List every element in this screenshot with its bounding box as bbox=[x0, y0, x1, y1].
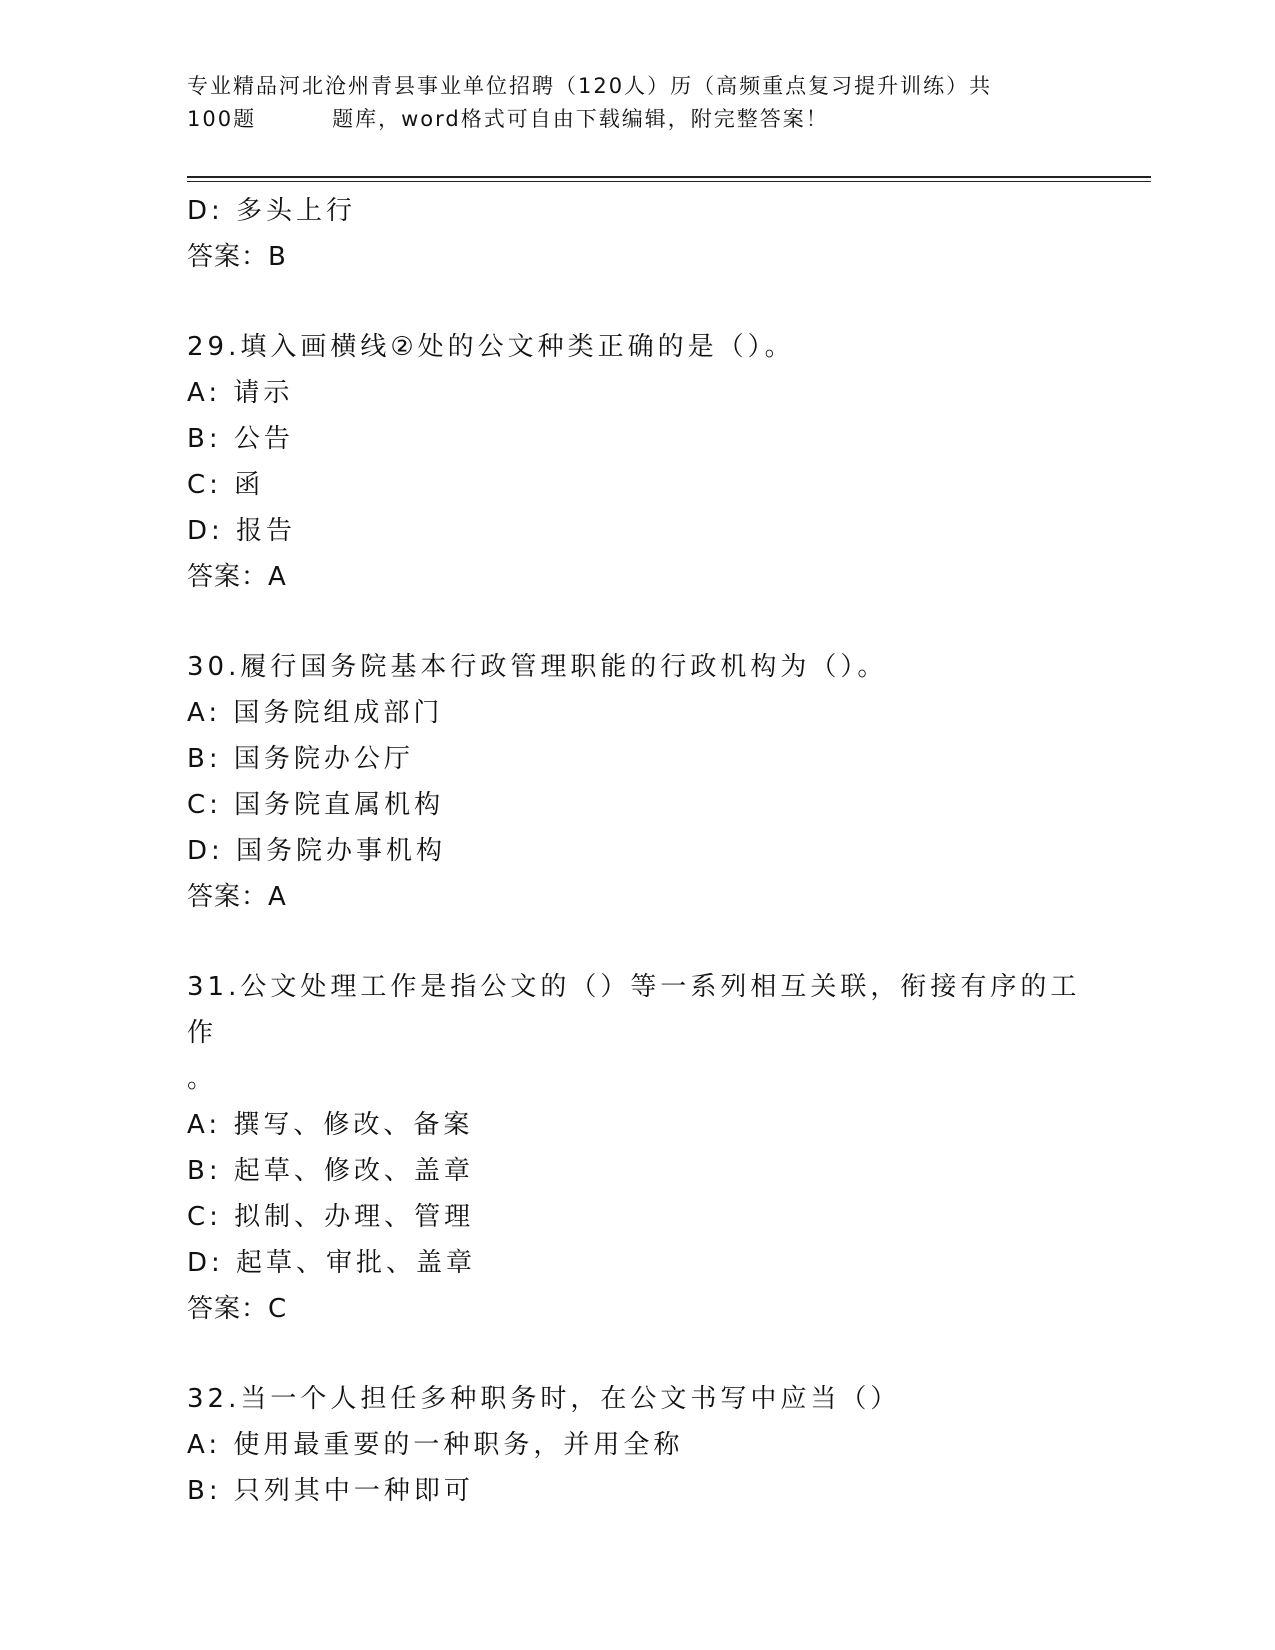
header-divider-thick bbox=[187, 176, 1151, 178]
option-c: C: 拟制、办理、管理 bbox=[187, 1202, 475, 1232]
header-line-2 bbox=[187, 103, 1087, 136]
answer: 答案：A bbox=[187, 882, 287, 912]
option-a: A: 国务院组成部门 bbox=[187, 698, 444, 728]
question-stem: 30.履行国务院基本行政管理职能的行政机构为（）。 bbox=[187, 652, 888, 682]
question-stem-continuation: 。 bbox=[187, 1064, 218, 1094]
prev-answer: 答案：B bbox=[187, 242, 287, 272]
option-a: A: 请示 bbox=[187, 378, 294, 408]
document-header bbox=[187, 70, 1087, 136]
option-c: C: 国务院直属机构 bbox=[187, 790, 445, 820]
header-line-1: 专业精品河北沧州青县事业单位招聘（120人）历（高频重点复习提升训练）共 bbox=[187, 74, 993, 98]
option-b: B: 只列其中一种即可 bbox=[187, 1476, 474, 1506]
question-30 bbox=[187, 644, 1107, 920]
option-c: C: 函 bbox=[187, 470, 265, 500]
document-body bbox=[187, 188, 1107, 1514]
option-a: A: 使用最重要的一种职务，并用全称 bbox=[187, 1430, 684, 1460]
answer: 答案：C bbox=[187, 1294, 288, 1324]
option-d: D: 起草、审批、盖章 bbox=[187, 1248, 477, 1278]
option-b: B: 起草、修改、盖章 bbox=[187, 1156, 474, 1186]
option-b: B: 公告 bbox=[187, 424, 294, 454]
option-d: D: 报告 bbox=[187, 516, 297, 546]
option-d: D: 国务院办事机构 bbox=[187, 836, 447, 866]
option-a: A: 撰写、修改、备案 bbox=[187, 1110, 474, 1140]
question-stem: 32.当一个人担任多种职务时，在公文书写中应当（） bbox=[187, 1384, 901, 1414]
question-29 bbox=[187, 324, 1107, 600]
header-line-2-count: 100题 bbox=[187, 107, 257, 131]
answer: 答案：A bbox=[187, 562, 287, 592]
question-32 bbox=[187, 1376, 1107, 1514]
question-stem: 29.填入画横线②处的公文种类正确的是（）。 bbox=[187, 332, 795, 362]
prev-option-d: D: 多头上行 bbox=[187, 196, 357, 226]
question-31 bbox=[187, 964, 1107, 1332]
header-divider-thin bbox=[187, 181, 1151, 182]
option-b: B: 国务院办公厅 bbox=[187, 744, 414, 774]
question-stem: 31.公文处理工作是指公文的（）等一系列相互关联，衔接有序的工作 bbox=[187, 972, 1081, 1048]
header-line-2-rest: 题库，word格式可自由下载编辑，附完整答案！ bbox=[332, 107, 829, 131]
